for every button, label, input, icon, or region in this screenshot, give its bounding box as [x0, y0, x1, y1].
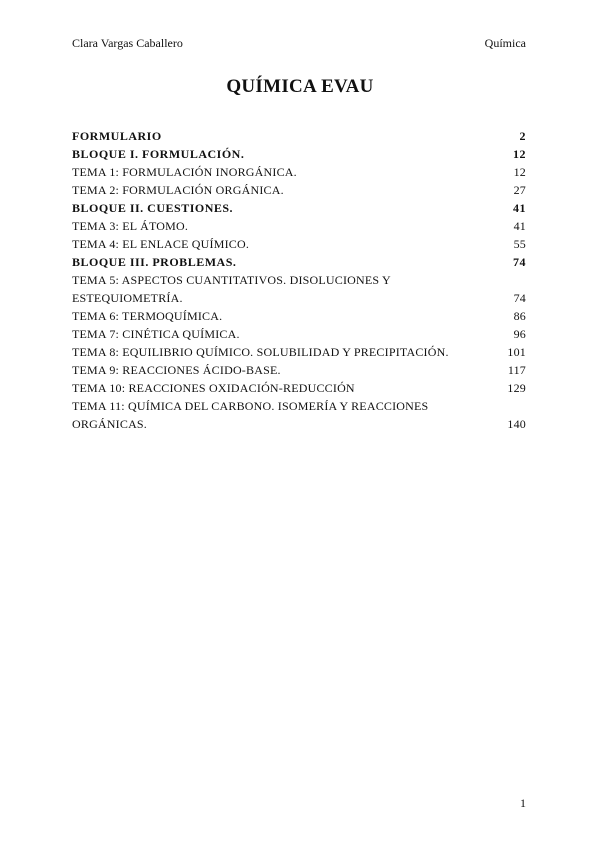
toc-entry-bloque-2[interactable] — [72, 199, 526, 217]
toc-entry-tema-5[interactable] — [72, 271, 526, 307]
toc-entry-text: TEMA 8: EQUILIBRIO QUÍMICO. SOLUBILIDAD Y PRECIPITACIÓN. — [72, 345, 449, 359]
toc-entry-text: TEMA 4: EL ENLACE QUÍMICO. — [72, 237, 250, 251]
toc-entry-tema-2[interactable] — [72, 181, 526, 199]
toc-entry-page: 117 — [507, 363, 526, 377]
toc-entry-text: FORMULARIO — [72, 129, 162, 143]
toc-entry-text: TEMA 1: FORMULACIÓN INORGÁNICA. — [72, 165, 297, 179]
toc-entry-text: TEMA 2: FORMULACIÓN ORGÁNICA. — [72, 183, 284, 197]
toc-entry-text: TEMA 9: REACCIONES ÁCIDO-BASE. — [72, 363, 281, 377]
toc-entry-text: TEMA 5: ASPECTOS CUANTITATIVOS. DISOLUCIONES Y ESTEQUIOMETRÍA. — [72, 273, 391, 305]
toc-entry-tema-10[interactable] — [72, 379, 526, 397]
toc-entry-bloque-3[interactable] — [72, 253, 526, 271]
table-of-contents — [72, 127, 526, 433]
toc-entry-page: 55 — [513, 237, 526, 251]
toc-entry-page: 41 — [513, 219, 526, 233]
header-subject: Química — [484, 36, 526, 50]
toc-entry-page: 96 — [513, 327, 526, 341]
toc-entry-page: 41 — [513, 201, 526, 215]
toc-entry-text: TEMA 11: QUÍMICA DEL CARBONO. ISOMERÍA Y REACCIONES ORGÁNICAS. — [72, 399, 429, 431]
toc-entry-tema-4[interactable] — [72, 235, 526, 253]
toc-entry-tema-9[interactable] — [72, 361, 526, 379]
toc-entry-bloque-1[interactable] — [72, 145, 526, 163]
toc-entry-text: BLOQUE III. PROBLEMAS. — [72, 255, 237, 269]
toc-entry-tema-7[interactable] — [72, 325, 526, 343]
toc-entry-page: 74 — [513, 255, 526, 269]
toc-entry-page: 129 — [507, 381, 526, 395]
toc-entry-page: 12 — [513, 147, 526, 161]
toc-entry-page: 2 — [519, 129, 526, 143]
page-number: 1 — [520, 796, 526, 810]
toc-entry-text: TEMA 10: REACCIONES OXIDACIÓN-REDUCCIÓN — [72, 381, 355, 395]
toc-entry-page: 86 — [513, 309, 526, 323]
toc-entry-text: BLOQUE I. FORMULACIÓN. — [72, 147, 245, 161]
toc-entry-tema-3[interactable] — [72, 217, 526, 235]
toc-entry-tema-6[interactable] — [72, 307, 526, 325]
toc-entry-text: TEMA 6: TERMOQUÍMICA. — [72, 309, 223, 323]
toc-entry-formulario[interactable] — [72, 127, 526, 145]
toc-entry-page: 74 — [513, 291, 526, 305]
toc-entry-text: TEMA 3: EL ÁTOMO. — [72, 219, 189, 233]
toc-entry-page: 140 — [507, 417, 526, 431]
toc-entry-tema-11[interactable] — [72, 397, 526, 433]
toc-entry-page: 12 — [513, 165, 526, 179]
toc-entry-tema-8[interactable] — [72, 343, 526, 361]
toc-entry-page: 101 — [507, 345, 526, 359]
toc-entry-page: 27 — [513, 183, 526, 197]
toc-entry-tema-1[interactable] — [72, 163, 526, 181]
toc-entry-text: BLOQUE II. CUESTIONES. — [72, 201, 234, 215]
toc-entry-text: TEMA 7: CINÉTICA QUÍMICA. — [72, 327, 240, 341]
page-title: QUÍMICA EVAU — [226, 76, 374, 97]
header-author: Clara Vargas Caballero — [72, 36, 183, 50]
